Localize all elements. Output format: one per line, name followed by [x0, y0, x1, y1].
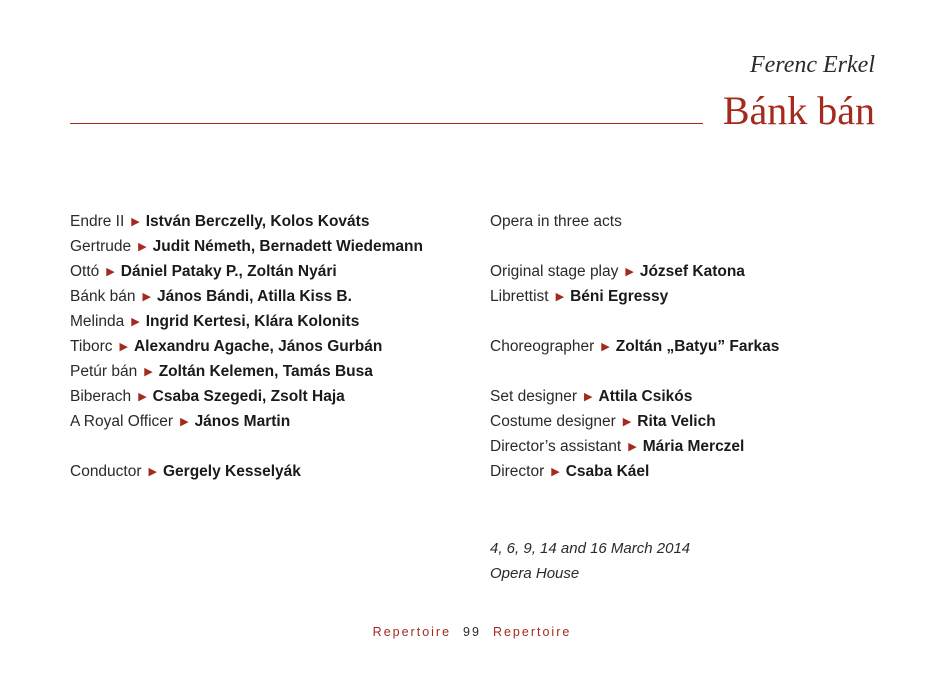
arrow-icon: ▶ — [625, 266, 634, 278]
conductor-row — [70, 459, 470, 484]
arrow-icon: ▶ — [131, 216, 140, 228]
performer-names: István Berczelly, Kolos Kováts — [145, 213, 370, 230]
cast-row — [70, 359, 470, 384]
cast-row — [70, 209, 470, 234]
role-label: Choreographer — [490, 338, 595, 355]
credit-row — [490, 334, 890, 359]
role-label: Set designer — [490, 388, 578, 405]
cast-row — [70, 384, 470, 409]
arrow-icon: ▶ — [628, 441, 637, 453]
page-number: 99 — [463, 625, 481, 639]
arrow-icon: ▶ — [601, 341, 610, 353]
arrow-icon: ▶ — [555, 291, 565, 303]
performer-names: Alexandru Agache, János Gurbán — [133, 338, 383, 355]
role-label: Bánk bán — [70, 288, 136, 305]
role-label: Petúr bán — [70, 363, 138, 380]
footer-section-right: Repertoire — [492, 625, 572, 639]
arrow-icon: ▶ — [144, 366, 153, 378]
credit-names: Zoltán „Batyu” Farkas — [615, 338, 780, 355]
cast-row — [70, 284, 470, 309]
performer-names: Dániel Pataky P., Zoltán Nyári — [120, 263, 337, 280]
cast-row — [70, 309, 470, 334]
role-label: Original stage play — [490, 263, 619, 280]
title-rule — [70, 123, 703, 124]
arrow-icon: ▶ — [119, 341, 128, 353]
arrow-icon: ▶ — [584, 391, 593, 403]
footer-section-left: Repertoire — [372, 625, 452, 639]
arrow-icon: ▶ — [180, 416, 189, 428]
arrow-icon: ▶ — [138, 241, 147, 253]
credits-column — [490, 209, 890, 484]
composer-name: Ferenc Erkel — [749, 52, 875, 78]
credit-row — [490, 259, 890, 284]
arrow-icon: ▶ — [148, 466, 157, 478]
credit-row — [490, 284, 890, 309]
role-label: A Royal Officer — [70, 413, 174, 430]
credit-names: Csaba Káel — [565, 463, 650, 480]
role-label: Tiborc — [70, 338, 113, 355]
arrow-icon: ▶ — [551, 466, 560, 478]
role-label: Director’s assistant — [490, 438, 622, 455]
performer-names: Csaba Szegedi, Zsolt Haja — [152, 388, 345, 405]
cast-row — [70, 259, 470, 284]
role-label: Melinda — [70, 313, 125, 330]
role-label: Gertrude — [70, 238, 132, 255]
role-label: Conductor — [70, 463, 142, 480]
credit-row — [490, 459, 890, 484]
role-label: Endre II — [70, 213, 125, 230]
performer-names: Ingrid Kertesi, Klára Kolonits — [145, 313, 360, 330]
arrow-icon: ▶ — [142, 291, 151, 303]
cast-row — [70, 234, 470, 259]
role-label: Costume designer — [490, 413, 616, 430]
subtitle-text: Opera in three acts — [490, 213, 622, 230]
cast-column — [70, 209, 470, 484]
performer-names: János Bándi, Atilla Kiss B. — [156, 288, 352, 305]
role-label: Librettist — [490, 288, 549, 305]
arrow-icon: ▶ — [106, 266, 115, 278]
role-label: Director — [490, 463, 545, 480]
credit-names: Rita Velich — [637, 413, 716, 430]
credit-row — [490, 434, 890, 459]
performer-names: Zoltán Kelemen, Tamás Busa — [158, 363, 373, 380]
arrow-icon: ▶ — [131, 316, 140, 328]
credit-row — [490, 384, 890, 409]
credit-row — [490, 409, 890, 434]
opera-title: Bánk bán — [722, 88, 875, 133]
arrow-icon: ▶ — [138, 391, 147, 403]
cast-row — [70, 334, 470, 359]
role-label: Biberach — [70, 388, 132, 405]
cast-row — [70, 409, 470, 434]
performer-names: Gergely Kesselyák — [162, 463, 301, 480]
performer-names: Judit Németh, Bernadett Wiedemann — [152, 238, 423, 255]
opera-subtitle — [490, 209, 890, 234]
title-row — [70, 88, 875, 134]
credit-names: Mária Merczel — [642, 438, 745, 455]
performance-venue: Opera House — [490, 565, 580, 582]
performance-info — [490, 536, 690, 586]
performance-dates: 4, 6, 9, 14 and 16 March 2014 — [490, 540, 691, 557]
role-label: Ottó — [70, 263, 100, 280]
page-footer — [0, 625, 944, 639]
arrow-icon: ▶ — [622, 416, 632, 428]
credit-names: József Katona — [639, 263, 745, 280]
credit-names: Béni Egressy — [570, 288, 669, 305]
performer-names: János Martin — [194, 413, 291, 430]
credit-names: Attila Csikós — [598, 388, 693, 405]
